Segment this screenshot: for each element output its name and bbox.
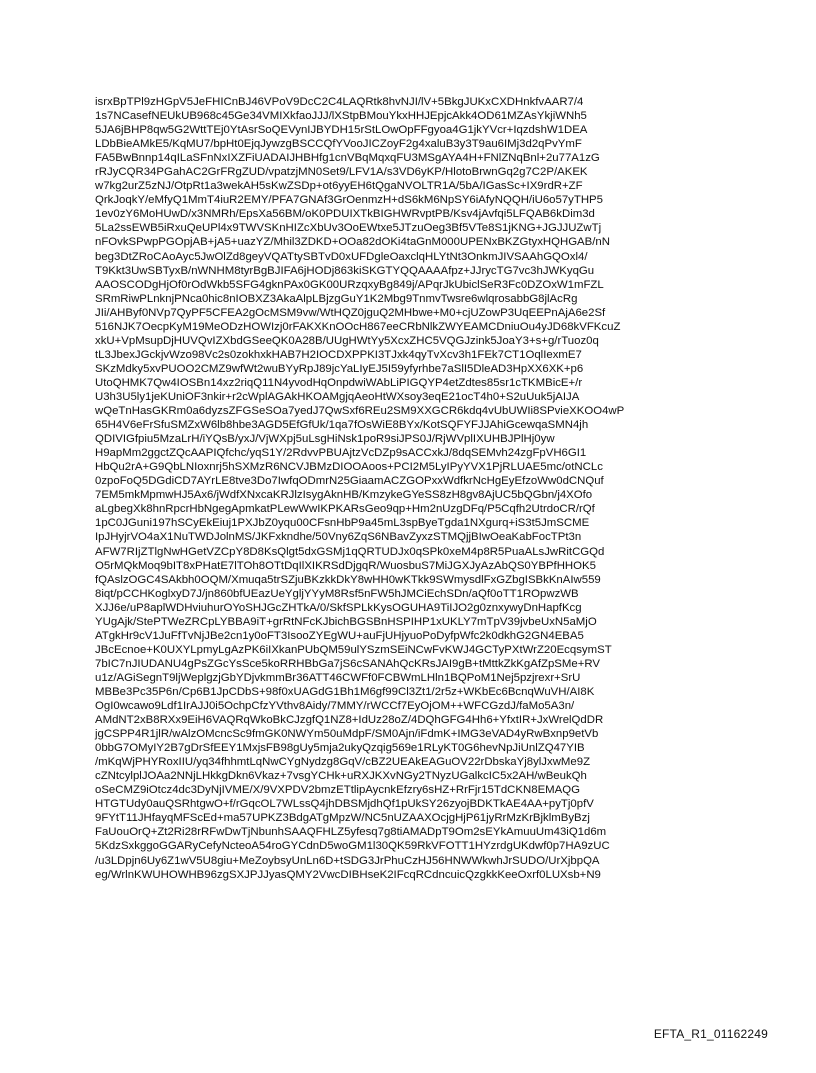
- encoded-text-line: rRJyCQR34PGahAC2GrFRgZUD/vpatzjMN0Set9/LFV1A/s3VD6yKP/HlotoBrwnGq2g7C2P/AKEK: [95, 166, 588, 179]
- encoded-text-line: AAOSCODgHjOf0rOdWkb5SFG4gknPAx0GK00URzqxyBg849j/APqrJkUbiclSeR3Fc0DZOxW1mFZL: [95, 278, 604, 291]
- encoded-text-line: AMdNT2xB8RXx9EiH6VAQRqWkoBkCJzgfQ1NZ8+IdUz28oZ/4DQhGFG4Hh6+YfxtIR+JxWrelQdDR: [95, 714, 604, 727]
- encoded-text-line: u1z/AGiSegnT9ljWeplgzjGbYDjvkmmBr36ATT46CWFf0FCBWmLHln1BQPoM1Nej5pzjrexr+SrU: [95, 671, 581, 684]
- encoded-text-line: H9apMm2ggctZQcAAPIQfchc/yqS1Y/2RdvvPBUAjtzVcDZp9sACCxkJ/8dqSEMvh24zgFpVH6GI1: [95, 447, 587, 460]
- encoded-text-line: HTGTUdy0auQSRhtgwO+f/rGqcOL7WLssQ4jhDBSMjdhQf1pUkSY26zyojBDKTkAE4AA+pyTj0pfV: [95, 798, 594, 811]
- encoded-text-line: ATgkHr9cV1JuFfTvNjJBe2cn1y0oFT3IsooZYEgWU+auFjUHjyuoPoDyfpWfc2k0dkhG2GN4EBA5: [95, 629, 584, 642]
- encoded-text-line: UtoQHMK7Qw4IOSBn14xz2riqQ11N4yvodHqOnpdwiWAbLiPIGQYP4etZdtes85sr1cTKMBicE+/r: [95, 376, 583, 389]
- encoded-text-line: 1s7NCasefNEUkUB968c45Ge34VMIXkfaoJJJ/lXStpBMouYkxHHJEpjcAkk4OD61MZAsYkjiWNh5: [95, 110, 587, 123]
- encoded-text-line: QDIVIGfpiu5MzaLrH/iYQsB/yxJ/VjWXpj5uLsgHiNsk1poR9siJPS0J/RjWVplIXUHBJPlHj0yw: [95, 433, 555, 446]
- encoded-text-line: AFW7RIjZTlgNwHGetVZCpY8D8KsQlgt5dxGSMj1qQRTUDJx0qSPk0xeM4p8R5PuaALsJwRitCGQd: [95, 545, 605, 558]
- encoded-text-line: beg3DtZRoCAoAyc5JwOlZd8geyVQATtySBTvD0xUFDgleOaxclqHLYtNt3OnkmJIVSAAhGQOxl4/: [95, 250, 588, 263]
- encoded-text-line: JIi/AHByf0NVp7QyPF5CFEA2gOcMSM9vw/WtHQZ0jguQ2MHbwe+M0+cjUZowP3UqEEPnAjA6e2Sf: [95, 306, 606, 319]
- encoded-text-line: xkU+VpMsupDjHUVQvIZXbdGSeeQK0A28B/UUgHWtYy5XcxZHC5VQGJzink5JoaY3+s+g/rTuoz0q: [95, 334, 599, 347]
- encoded-text-line: 5La2ssEWB5iRxuQeUPl4x9TWVSKnHIZcXbUv3OoEWtxe5JTzuOeg3Bf5VTe8S1jKNG+JGJJUZwTj: [95, 222, 602, 235]
- encoded-text-line: IpJHyjrVO4aX1NuTWDJolnMS/JKFxkndhe/50Vny6ZqS6NBavZyxzSTMQjjBIwOeaKabFocTPt3n: [95, 531, 582, 544]
- encoded-text-line: LDbBieAMkE5/KqMU7/bpHt0EjqJywzgBSCCQfYVooJICZoyF2g4xaluB3y3T9au6IMj3d2qPvYmF: [95, 138, 582, 151]
- encoded-text-line: jgCSPP4R1jlR/wAlzOMcncSc9fmGK0NWYm50uMdpF/SM0Ajn/iFdmK+IMG3eVAD4yRwBxnp9etVb: [95, 728, 599, 741]
- encoded-text-line: MBBe3Pc35P6n/Cp6B1JpCDbS+98f0xUAGdG1Bh1M6gf99Cl3Zt1/2r5z+WKbEc6BcnqWuVH/AI8K: [95, 685, 595, 698]
- encoded-text-line: HbQu2rA+G9QbLNIoxnrj5hSXMzR6NCVJBMzDIOOAoos+PCI2M5LyIPyYVX1PjRLUAE5mc/otNCLc: [95, 461, 603, 474]
- encoded-text-line: eg/WrlnKWUHOWHB96zgSXJPJJyasQMY2VwcDIBHseK2IFcqRCdncuicQzgkkKeeOxrf0LUXsb+N9: [95, 868, 601, 881]
- encoded-text-line: 5JA6jBHP8qw5G2WttTEj0YtAsrSoQEVynIJBYDH15rStLOwOpFFgyoa4G1jkYVcr+IqzdshW1DEA: [95, 124, 588, 137]
- encoded-text-line: 5KdzSxkggoGGARyCefyNcteoA54roGYCdnD5woGM1l30QK59RkVFOTT1HYzrdgUKdwf0p7HA9zUC: [95, 840, 610, 853]
- encoded-text-line: cZNtcylplJOAa2NNjLHkkgDkn6Vkaz+7vsgYCHk+uRXJKXvNGy2TNyzUGalkcIC5x2AH/wBeukQh: [95, 770, 587, 783]
- encoded-text-line: SKzMdky5xvPUOO2CMZ9wfWt2wuBYyRpJ89jcYaLIyEJ5I59yfyrhbe7aSlI5DleAD3HpXX6XK+p6: [95, 362, 584, 375]
- encoded-text-line: YUgAjk/StePTWeZRCpLYBBA9iT+grRtNFcKJbichBGSBnHSPIHP1xUKLY7mTpV39jvbeUxN5aMjO: [95, 615, 597, 628]
- encoded-text-line: /u3LDpjn6Uy6Z1wV5U8giu+MeZoybsyUnLn6D+tSDG3JrPhuCzHJ56HNWWkwhJrSUDO/UrXjbpQA: [95, 854, 600, 867]
- encoded-text-line: OgI0wcawo9Ldf1IrAJJ0i5OchpCfzYVthv8Aidy/7MMY/rWCCf7EyOjOM++WFCGzdJ/faMo5A3n/: [95, 700, 575, 713]
- encoded-text-line: QrkJoqkY/eMfyQ1MmT4iuR2EMY/PFA7GNAf3GrOenmzH+dS6kM6NpSY6iAfyNQQH/iU6o57yTHP5: [95, 194, 603, 207]
- encoded-text-line: SRmRiwPLnknjPNca0hic8nIOBXZ3AkaAlpLBjzgGuY1K2Mbg9TnmvTwsre6wlqrosabbG8jlAcRg: [95, 292, 578, 305]
- encoded-text-line: XJJ6e/uP8aplWDHviuhurOYoSHJGcZHTkA/0/SkfSPLkKysOGUHA9TiIJO2g0znxywyDnHapfKcg: [95, 601, 582, 614]
- encoded-text-line: 7bIC7nJIUDANU4gPsZGcYsSce5koRRHBbGa7jS6cSANAhQcKRsJAI9gB+tMttkZkKgAfZpSMe+RV: [95, 657, 600, 670]
- encoded-text-line: 8iqt/pCCHKoglxyD7J/jn860bfUEazUeYgljYYyM8Rsf5nFW5hJMCiEchSDn/aQf0oTT1ROpwzWB: [95, 587, 579, 600]
- encoded-text-line: FaUouOrQ+Zt2Ri28rRFwDwTjNbunhSAAQFHLZ5yfesq7g8tiAMADpT9Om2sEYkAmuuUm43iQ1d6m: [95, 826, 607, 839]
- encoded-text-line: 1ev0zY6MoHUwD/x3NMRh/EpsXa56BM/oK0PDUIXTkBIGHWRvptPB/Ksv4jAvfqi5LFQAB6kDim3d: [95, 208, 595, 221]
- encoded-text-line: U3h3U5ly1jeKUniOF3nkir+r2cWplAGAkHKOAMgjqAeoHtWXsoy3eqE21ocT4h0+S2uUuk5jAIJA: [95, 390, 580, 403]
- encoded-text-line: 1pC0JGuni197hSCyEkEiuj1PXJbZ0yqu00CFsnHbP9a45mL3spByeTgda1NXgurq+iS3t5JmSCME: [95, 517, 590, 530]
- encoded-text-line: fQAslzOGC4SAkbh0OQM/Xmuqa5trSZjuBKzkkDkY8wHH0wKTkk9SWmysdlFxGZbgISBkKnAIw559: [95, 573, 601, 586]
- encoded-text-block: [95, 95, 735, 882]
- encoded-text-line: 516NJK7OecpKyM19MeODzHOWIzj0rFAKXKnOOcH867eeCRbNlkZWYEAMCDniuOu4yJD68kVFKcuZ: [95, 320, 621, 333]
- encoded-text-line: 9FYtT11JHfayqMFScEd+ma57UPKZ3BdgATgMpzW/NC5nUZAAXOcjgHjP61jyRrMzKrBjklmByBzj: [95, 812, 590, 825]
- document-id-label: EFTA_R1_01162249: [653, 1027, 768, 1041]
- encoded-text-line: O5rMQkMoq9bIT8xPHatE7lTOh8OTtDqIlXIKRSdDjgqR/WuosbuS7MiJGXJyAzAbQS0YBPfHHOK5: [95, 559, 596, 572]
- encoded-text-line: aLgbegXk8hnRpcrHbNgegApmkatPLewWwIKPKARsGeo9qp+Hm2nUzgDFq/P5Cqfh2UtrdoCR/rQf: [95, 503, 595, 516]
- encoded-text-line: nFOvkSPwpPGOpjAB+jA5+uazYZ/Mhil3ZDKD+OOa82dOKi4taGnM000UPENxBKZGtyxHQHGAB/nN: [95, 236, 610, 249]
- encoded-text-line: JBcEcnoe+K0UXYLpmyLgAzPK6iIXkanPUbQM59ulYSzmSEiNCwFvKWJ4GCTyPXtWrZ20EcqsymST: [95, 643, 612, 656]
- encoded-text-line: w7kg2urZ5zNJ/OtpRt1a3wekAH5sKwZSDp+ot6yyEH6tQgaNVOLTR1A/5bA/IGasSc+IX9rdR+ZF: [95, 180, 583, 193]
- encoded-text-line: 0bbG7OMyIY2B7gDrSfEEY1MxjsFB98gUy5mja2ukyQzqig569e1RLyKT0G6hevNpJiUnlZQ47YIB: [95, 742, 585, 755]
- encoded-text-line: isrxBpTPl9zHGpV5JeFHICnBJ46VPoV9DcC2C4LAQRtk8hvNJI/lV+5BkgJUKxCXDHnkfvAAR7/4: [95, 96, 584, 108]
- encoded-text-line: tL3JbexJGckjvWzo98Vc2s0zokhxkHAB7H2IOCDXPPKI3TJxk4qyTvXcv3h1FEk7CT1OqlIexmE7: [95, 348, 582, 361]
- encoded-text-line: 0zpoFoQ5DGdiCD7AYrLE8tve3Do7IwfqODmrN25GiaamACZGOPxxWdfkrNcHgEyEfzoWw0dCNQuf: [95, 475, 604, 488]
- encoded-text-line: oSeCMZ9iOtcz4dc3DyNjIVME/X/9VXPDV2bmzETtlipAycnkEfzry6sHZ+RrFjr15TdCKN8EMAQG: [95, 784, 580, 797]
- encoded-text-line: T9Kkt3UwSBTyxB/nWNHM8tyrBgBJIFA6jHODj863kiSKGTYQQAAAAfpz+JJrycTG7vc3hJWKyqGu: [95, 264, 595, 277]
- encoded-text-line: FA5BwBnnp14qILaSFnNxIXZFiUADAIJHBHfg1cnVBqMqxqFU3MSgAYA4H+FNlZNqBnl+2u77A1zG: [95, 152, 600, 165]
- encoded-text-line: 65H4V6eFrSfuSMZxW6lb8hbe3AGD5EfGfUk/1qa7fOsWiE8BYx/KotSQFYFJJAhiGcewqaSMN4jh: [95, 419, 589, 432]
- encoded-text-line: wQeTnHasGKRm0a6dyzsZFGSeSOa7yedJ7QwSxf6REu2SM9XXGCR6kdq4vUbUWIi8SPvieXKOO4wP: [95, 405, 625, 418]
- encoded-text-line: /mKqWjPHYRoxIIU/yq34fhhmtLqNwCYgNydzg8GqV/cBZ2UEAkEAGuOV22rDbskaYj8ylJxwMe9Z: [95, 756, 591, 769]
- encoded-text-line: 7EM5mkMpmwHJ5Ax6/jWdfXNxcaKRJlzIsygAknHB/KmzykeGYeSS8zH8gv8AjUC5bQGbn/j4XOfo: [95, 489, 593, 502]
